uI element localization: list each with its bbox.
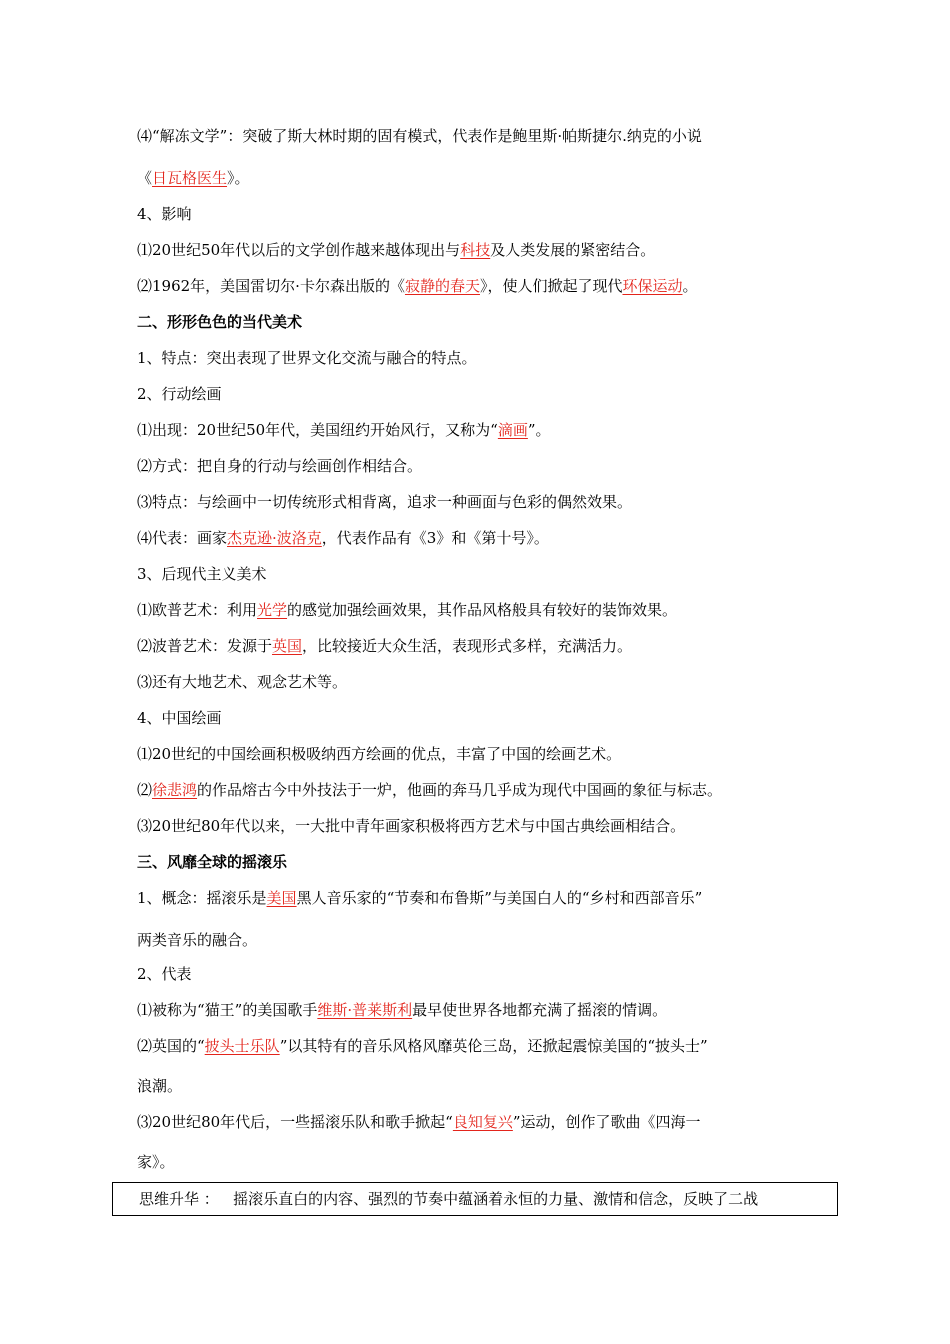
summary-text: 摇滚乐直白的内容、强烈的节奏中蕴涵着永恒的力量、激情和信念，反映了二战 bbox=[233, 1190, 759, 1208]
highlighted-term: 维斯·普莱斯利 bbox=[317, 1001, 413, 1019]
text-run: ”以其特有的音乐风格风靡英伦三岛，还掀起震惊美国的“披头士” bbox=[279, 1037, 708, 1055]
text-run: ”运动，创作了歌曲《四海一 bbox=[512, 1113, 701, 1131]
text-run: 4、中国绘画 bbox=[137, 709, 222, 727]
text-run: 黑人音乐家的“节奏和布鲁斯”与美国白人的“乡村和西部音乐” bbox=[296, 889, 703, 907]
text-run: 1、概念：摇滚乐是 bbox=[137, 889, 267, 907]
text-line bbox=[137, 384, 222, 404]
text-run: ⑴20世纪50年代以后的文学创作越来越体现出与 bbox=[137, 241, 461, 259]
text-line bbox=[137, 816, 685, 836]
text-run: 三、风靡全球的摇滚乐 bbox=[137, 853, 288, 871]
text-run: ”。 bbox=[527, 421, 551, 439]
text-run: 最早使世界各地都充满了摇滚的情调。 bbox=[412, 1001, 668, 1019]
text-line bbox=[137, 276, 698, 296]
text-run: 1、特点：突出表现了世界文化交流与融合的特点。 bbox=[137, 349, 477, 367]
text-run: ⑶还有大地艺术、观念艺术等。 bbox=[137, 673, 348, 691]
summary-line bbox=[139, 1189, 758, 1209]
highlighted-term: 杰克逊·波洛克 bbox=[227, 529, 322, 547]
summary-box bbox=[112, 1182, 838, 1216]
text-run: 及人类发展的紧密结合。 bbox=[490, 241, 656, 259]
text-line bbox=[137, 708, 222, 728]
highlighted-term: 美国 bbox=[266, 889, 297, 907]
text-run: ⑴20世纪的中国绘画积极吸纳西方绘画的优点，丰富了中国的绘画艺术。 bbox=[137, 745, 622, 763]
text-run: 4、影响 bbox=[137, 205, 192, 223]
summary-label: 思维升华 ： bbox=[139, 1190, 219, 1208]
highlighted-term: 良知复兴 bbox=[452, 1113, 513, 1131]
text-line bbox=[137, 564, 267, 584]
text-run: 的感觉加强绘画效果，其作品风格般具有较好的装饰效果。 bbox=[287, 601, 678, 619]
text-line bbox=[137, 1000, 667, 1020]
text-line bbox=[137, 1076, 182, 1096]
text-run: 2、代表 bbox=[137, 965, 192, 983]
text-run: ⑵方式：把自身的行动与绘画创作相结合。 bbox=[137, 457, 423, 475]
text-run: ⑵波普艺术：发源于 bbox=[137, 637, 273, 655]
text-line bbox=[137, 964, 192, 984]
text-run: ⑴被称为“猫王”的美国歌手 bbox=[137, 1001, 318, 1019]
text-run: ⑵英国的“ bbox=[137, 1037, 205, 1055]
text-run: 二、形形色色的当代美术 bbox=[137, 313, 303, 331]
highlighted-term: 日瓦格医生 bbox=[152, 169, 228, 187]
text-line bbox=[137, 1112, 701, 1132]
text-run: 家》。 bbox=[137, 1153, 175, 1171]
text-line bbox=[137, 1152, 175, 1172]
highlighted-term: 滴画 bbox=[497, 421, 528, 439]
text-line bbox=[137, 930, 257, 950]
text-line bbox=[137, 456, 422, 476]
text-run: 2、行动绘画 bbox=[137, 385, 222, 403]
text-run: 《 bbox=[137, 169, 153, 187]
text-line bbox=[137, 1036, 708, 1056]
highlighted-term: 光学 bbox=[257, 601, 288, 619]
text-run: 》。 bbox=[227, 169, 250, 187]
text-run: 的作品熔古今中外技法于一炉，他画的奔马几乎成为现代中国画的象征与标志。 bbox=[197, 781, 723, 799]
text-line bbox=[137, 126, 702, 146]
text-run: ，代表作品有《3》和《第十号》。 bbox=[321, 529, 549, 547]
text-line bbox=[137, 240, 655, 260]
text-line bbox=[137, 636, 632, 656]
highlighted-term: 科技 bbox=[460, 241, 491, 259]
text-run: ⑷“解冻文学”：突破了斯大林时期的固有模式，代表作是鲍里斯·帕斯捷尔.纳克的小说 bbox=[137, 127, 702, 145]
text-line bbox=[137, 600, 677, 620]
text-line bbox=[137, 888, 702, 908]
text-run: ⑵1962年，美国雷切尔·卡尔森出版的《 bbox=[137, 277, 405, 295]
text-run: 两类音乐的融合。 bbox=[137, 931, 258, 949]
text-run: ⑶特点：与绘画中一切传统形式相背离，追求一种画面与色彩的偶然效果。 bbox=[137, 493, 633, 511]
text-run: 》，使人们掀起了现代 bbox=[479, 277, 623, 295]
text-line bbox=[137, 528, 549, 548]
highlighted-term: 寂静的春天 bbox=[404, 277, 480, 295]
text-line bbox=[137, 744, 621, 764]
text-run: ⑴出现：20世纪50年代，美国纽约开始风行，又称为“ bbox=[137, 421, 498, 439]
text-line bbox=[137, 492, 632, 512]
highlighted-term: 披头士乐队 bbox=[204, 1037, 280, 1055]
text-run: 3、后现代主义美术 bbox=[137, 565, 267, 583]
text-run: ⑵ bbox=[137, 781, 153, 799]
text-line bbox=[137, 420, 551, 440]
text-line bbox=[137, 348, 477, 368]
text-line bbox=[137, 204, 192, 224]
text-run: ⑶20世纪80年代以来，一大批中青年画家积极将西方艺术与中国古典绘画相结合。 bbox=[137, 817, 686, 835]
text-run: 浪潮。 bbox=[137, 1077, 183, 1095]
section-heading bbox=[137, 312, 302, 332]
text-line bbox=[137, 780, 722, 800]
text-run: ⑴欧普艺术：利用 bbox=[137, 601, 258, 619]
text-run: ，比较接近大众生活，表现形式多样，充满活力。 bbox=[302, 637, 633, 655]
text-line bbox=[137, 168, 250, 188]
text-run: 。 bbox=[682, 277, 698, 295]
section-heading bbox=[137, 852, 287, 872]
text-run: ⑷代表：画家 bbox=[137, 529, 228, 547]
text-run: ⑶20世纪80年代后，一些摇滚乐队和歌手掀起“ bbox=[137, 1113, 453, 1131]
highlighted-term: 英国 bbox=[272, 637, 303, 655]
highlighted-term: 徐悲鸿 bbox=[152, 781, 198, 799]
text-line bbox=[137, 672, 347, 692]
highlighted-term: 环保运动 bbox=[622, 277, 683, 295]
